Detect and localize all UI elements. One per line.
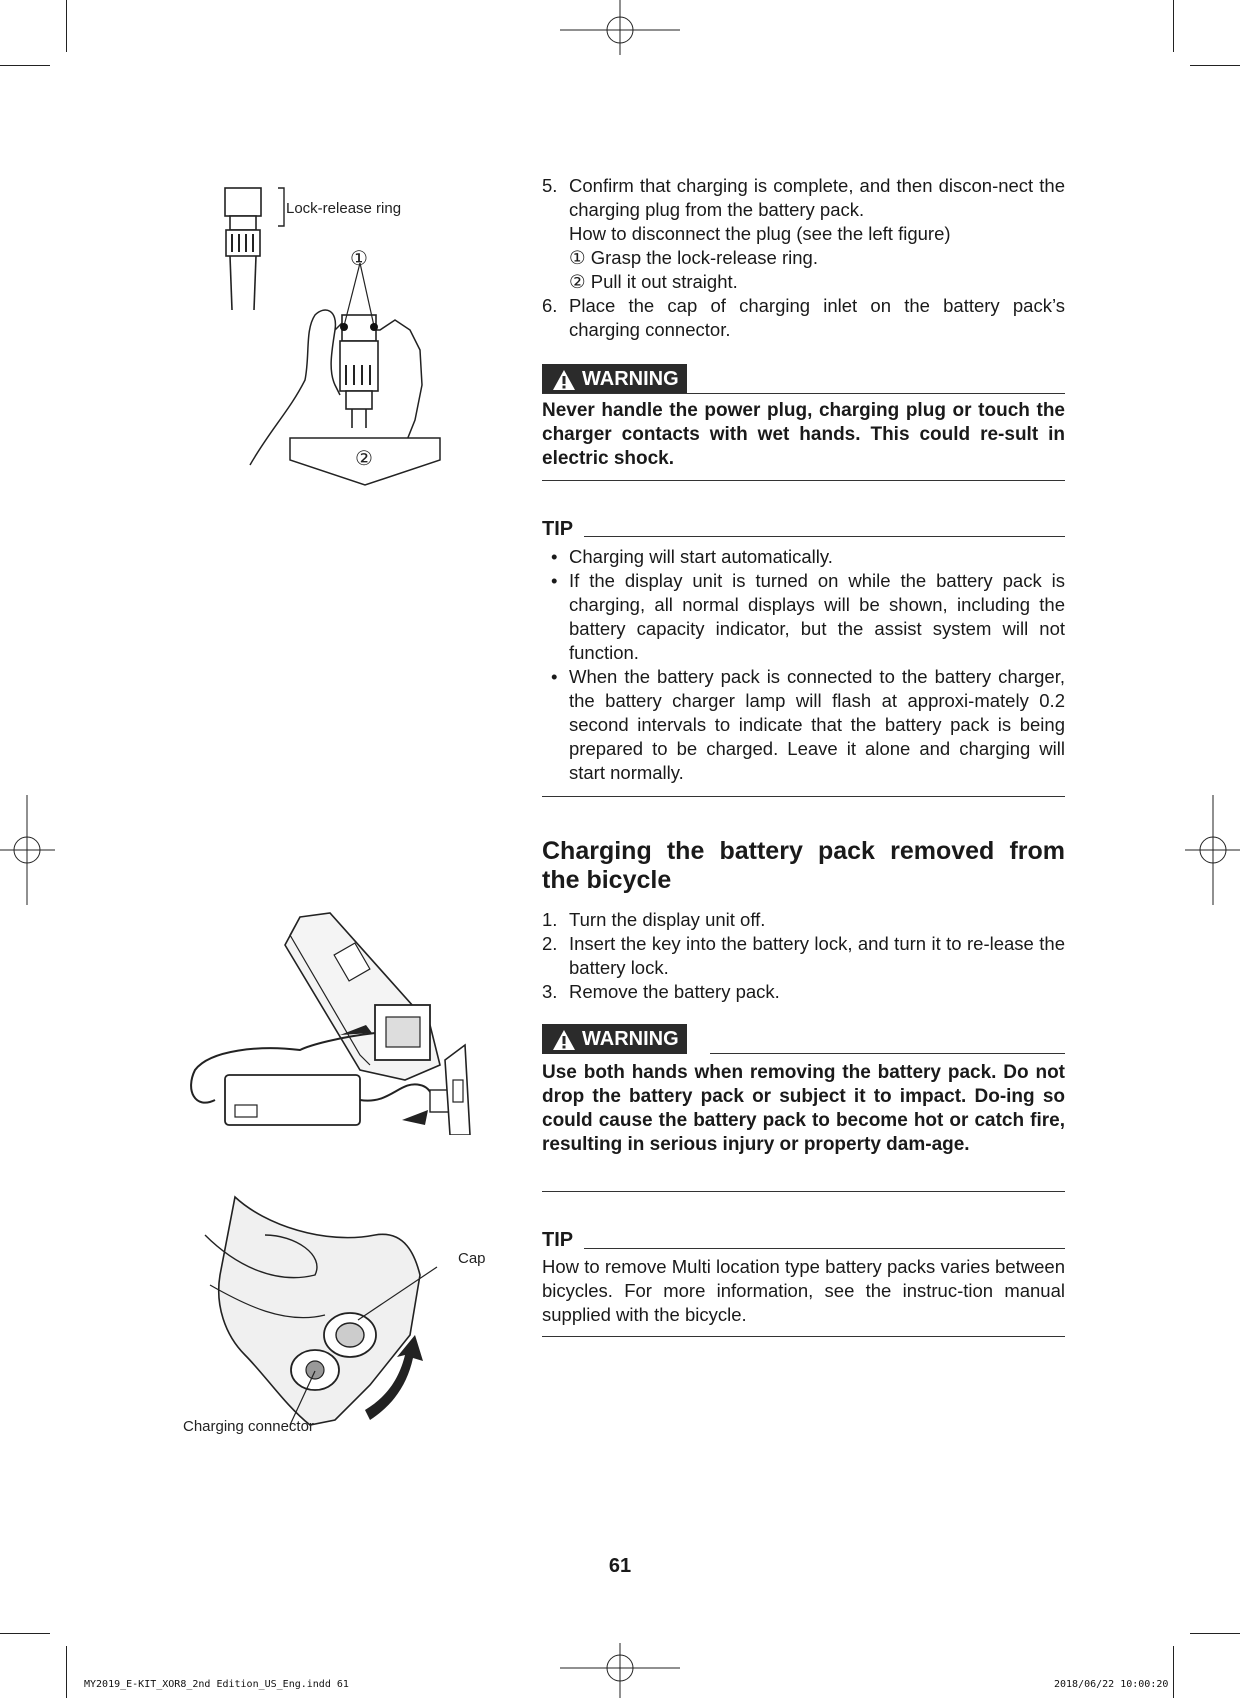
tip-1-bullet: • Charging will start automatically.	[551, 546, 833, 567]
plug-illustration	[210, 180, 510, 490]
cap-label: Cap	[458, 1250, 486, 1267]
charger-battery-figure	[190, 905, 500, 1135]
tip-1-bullet-text: Charging will start automatically.	[569, 546, 833, 567]
step-2-marker: ②	[355, 448, 373, 470]
registration-mark-top	[560, 0, 680, 60]
registration-mark-bottom	[560, 1640, 680, 1698]
disconnect-intro: How to disconnect the plug (see the left figure)	[569, 223, 951, 244]
removal-step	[542, 932, 1065, 980]
warning-1-bottom-rule	[542, 480, 1065, 481]
step-5-number: 5.	[542, 175, 558, 196]
warning-1-badge	[542, 364, 687, 394]
footer-file-info: MY2019_E-KIT_XOR8_2nd Edition_US_Eng.indd 61	[84, 1679, 349, 1690]
tip-1-list	[542, 545, 1065, 785]
plug-disconnect-figure	[210, 180, 510, 490]
registration-mark-left	[0, 795, 60, 905]
lock-release-ring-label: Lock-release ring	[286, 200, 402, 217]
step-6-number: 6.	[542, 295, 558, 316]
step-6	[542, 294, 1065, 342]
warning-2-bottom-rule	[542, 1191, 1065, 1192]
removal-step	[542, 980, 1065, 1004]
removal-step-number: 2.	[542, 933, 558, 954]
warning-2-top-rule	[710, 1053, 1065, 1054]
step-1-marker: ①	[350, 248, 368, 270]
warning-1-label: WARNING	[582, 368, 679, 390]
charging-connector-label: Charging connector	[183, 1418, 314, 1435]
tip-2-bottom-rule	[542, 1336, 1065, 1337]
cap-connector-figure	[175, 1195, 495, 1435]
warning-triangle-icon	[552, 1029, 576, 1051]
removal-steps	[542, 908, 1065, 1004]
warning-2-text: Use both hands when removing the battery pack. Do not drop the battery pack or subject it to impact. Do-ing so could cause the battery pack to become hot or catch fire, resulting in serious injury or property dam-age.	[542, 1062, 1065, 1155]
section-title: Charging the battery pack removed from the bicycle	[542, 837, 1065, 894]
tip-1-bottom-rule	[542, 796, 1065, 797]
warning-2-label: WARNING	[582, 1028, 679, 1050]
tip-2-text: How to remove Multi location type battery packs varies between bicycles. For more information, see the instruc-tion manual supplied with the bicycle.	[542, 1256, 1065, 1325]
disconnect-steps	[542, 174, 1065, 342]
disconnect-sub-2: ② Pull it out straight.	[569, 271, 738, 292]
removal-step-number: 3.	[542, 981, 558, 1002]
registration-mark-right	[1180, 795, 1240, 905]
removal-step	[542, 908, 1065, 932]
warning-1-top-rule	[542, 393, 1065, 394]
page-number: 61	[608, 1555, 632, 1577]
disconnect-sub-1: ① Grasp the lock-release ring.	[569, 247, 818, 268]
removal-step-text: Turn the display unit off.	[569, 909, 766, 930]
warning-2-badge	[542, 1024, 687, 1054]
footer-date: 2018/06/22 10:00:20	[1054, 1679, 1169, 1690]
tip-1-top-rule	[584, 536, 1065, 537]
removal-step-text: Remove the battery pack.	[569, 981, 780, 1002]
warning-triangle-icon	[552, 369, 576, 391]
step-5-text: Confirm that charging is complete, and then discon-nect the charging plug from the battery pack.	[569, 175, 1065, 220]
tip-2-label: TIP	[542, 1229, 574, 1251]
warning-2-badge-wrap	[542, 1024, 687, 1054]
warning-1-badge-wrap	[542, 364, 687, 394]
charger-illustration	[190, 905, 500, 1135]
step-6-text: Place the cap of charging inlet on the battery pack’s charging connector.	[569, 295, 1065, 340]
tip-1-bullet: • If the display unit is turned on while the battery pack is charging, all normal displays will be shown, including the battery capacity indicator, but the assist system will not function.	[551, 570, 1065, 663]
tip-2-top-rule	[584, 1248, 1065, 1249]
cap-illustration	[175, 1195, 495, 1435]
step-5	[542, 174, 1065, 222]
removal-step-number: 1.	[542, 909, 558, 930]
tip-1-bullet-text: When the battery pack is connected to the battery charger, the battery charger lamp will flash at approxi-mately 0.2 second intervals to indicate that the battery pack is being prepared to be charged. Leave it alone and charging will start normally.	[569, 666, 1065, 783]
removal-step-text: Insert the key into the battery lock, and turn it to re-lease the battery lock.	[569, 933, 1065, 978]
warning-1-text: Never handle the power plug, charging plug or touch the charger contacts with wet hands. This could re-sult in electric shock.	[542, 400, 1065, 469]
tip-1-bullet-text: If the display unit is turned on while the battery pack is charging, all normal displays will be shown, including the battery capacity indicator, but the assist system will not function.	[569, 570, 1065, 663]
tip-1-bullet: • When the battery pack is connected to the battery charger, the battery charger lamp will flash at approxi-mately 0.2 second intervals to indicate that the battery pack is being prepared to be charged. Leave it alone and charging will start normally.	[551, 666, 1065, 783]
tip-1-label: TIP	[542, 518, 574, 540]
